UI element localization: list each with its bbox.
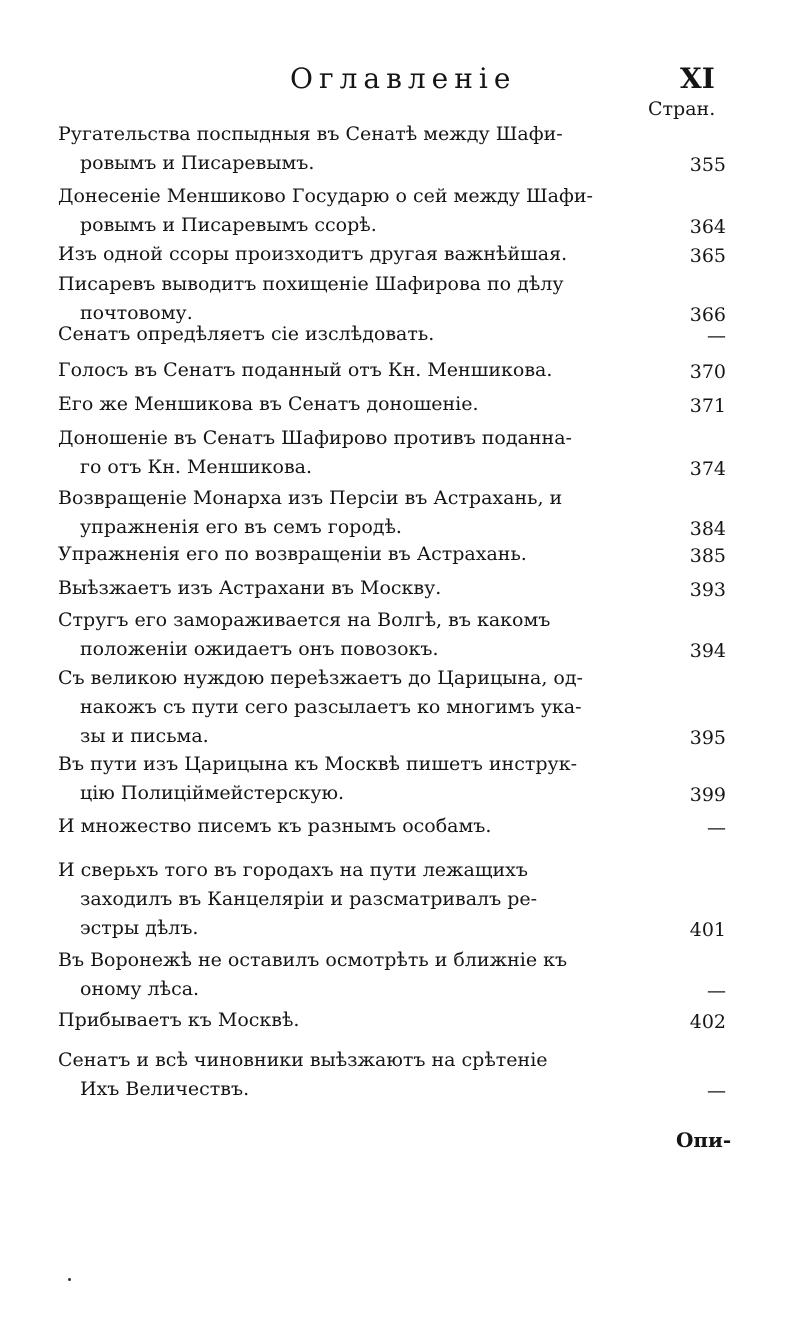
toc-entry-line: ровымъ и Писаревымъ ссорѣ. xyxy=(80,214,377,236)
toc-entry-page: 393 xyxy=(689,579,726,601)
toc-entry-line: Сенатъ опредѣляетъ сіе изслѣдовать. xyxy=(58,323,435,345)
toc-entry-line: И множество писемъ къ разнымъ особамъ. xyxy=(58,815,492,837)
toc-entry-line: положеніи ожидаетъ онъ повозокъ. xyxy=(80,638,439,660)
toc-entry-line: Выѣзжаетъ изъ Астрахани въ Москву. xyxy=(58,577,442,599)
toc-entry xyxy=(58,1046,726,1104)
toc-entry xyxy=(58,120,726,178)
toc-entry-page: 402 xyxy=(689,1011,726,1033)
toc-entry-line: Писаревъ выводитъ похищеніе Шафирова по дѣлу xyxy=(58,273,564,295)
toc-entry-line: Ругательства поспыдныя въ Сенатѣ между Шафи- xyxy=(58,123,563,145)
toc-entry-page: 399 xyxy=(689,784,726,806)
toc-entry-page: 374 xyxy=(689,458,726,480)
toc-entry-line: го отъ Кн. Меншикова. xyxy=(80,456,313,478)
toc-entry-page: — xyxy=(707,980,726,1002)
toc-entry xyxy=(58,606,726,664)
toc-entry xyxy=(58,946,726,1004)
toc-entry xyxy=(58,664,726,751)
toc-entry-line: Изъ одной ссоры произходитъ другая важнѣйшая. xyxy=(58,243,568,265)
toc-entry-page: 401 xyxy=(689,919,726,941)
toc-entry-line: зы и письма. xyxy=(80,725,209,747)
toc-entry-line: заходилъ въ Канцеляріи и разсматривалъ ре- xyxy=(80,888,538,910)
toc-entry-line: И сверьхъ того въ городахъ на пути лежащихъ xyxy=(58,859,528,881)
toc-entry-line: оному лѣса. xyxy=(80,978,200,1000)
toc-entry-line: Въ Воронежѣ не оставилъ осмотрѣть и ближніе къ xyxy=(58,949,568,971)
toc-entry-page: — xyxy=(707,1080,726,1102)
toc-entry-line: Донесеніе Меншиково Государю о сей между Шафи- xyxy=(58,185,593,207)
toc-entry-page: 384 xyxy=(689,518,726,540)
toc-entry-page: 394 xyxy=(689,640,726,662)
toc-entry-page: 364 xyxy=(689,216,726,238)
toc-entry-line: Сенатъ и всѣ чиновники выѣзжаютъ на срѣтеніе xyxy=(58,1049,548,1071)
toc-entry xyxy=(58,574,726,603)
toc-entry xyxy=(58,356,726,385)
toc-entry xyxy=(58,856,726,943)
toc-entry-line: ровымъ и Писаревымъ. xyxy=(80,152,315,174)
toc-entry-page: 371 xyxy=(689,395,726,417)
toc-entry-line: Въ пути изъ Царицына къ Москвѣ пишетъ инструк- xyxy=(58,753,577,775)
ink-speck xyxy=(68,1278,71,1281)
toc-entry-line: Стругъ его замораживается на Волгѣ, въ какомъ xyxy=(58,609,551,631)
toc-entry xyxy=(58,182,726,240)
toc-entry xyxy=(58,390,726,419)
toc-entry-page: 365 xyxy=(689,245,726,267)
toc-entry-line: Голосъ въ Сенатъ поданный отъ Кн. Меншикова. xyxy=(58,359,553,381)
toc-entry-line: Упражненія его по возвращеніи въ Астрахань. xyxy=(58,543,527,565)
toc-entry xyxy=(58,320,726,349)
toc-entry xyxy=(58,424,726,482)
toc-entry-page: 395 xyxy=(689,727,726,749)
toc-entry-line: Ихъ Величествъ. xyxy=(80,1078,250,1100)
page-number: XI xyxy=(680,62,715,95)
page-column-label: Стран. xyxy=(648,98,716,120)
toc-entry-page: 370 xyxy=(689,361,726,383)
toc-entry-page: 366 xyxy=(689,304,726,326)
toc-entry xyxy=(58,812,726,841)
toc-entry-page: — xyxy=(707,817,726,839)
toc-entry-page: 385 xyxy=(689,545,726,567)
toc-entry xyxy=(58,240,726,269)
toc-entry-line: Возвращеніе Монарха изъ Персіи въ Астрахань, и xyxy=(58,487,563,509)
toc-entry-line: Его же Меншикова въ Сенатъ доношеніе. xyxy=(58,393,479,415)
toc-entry-line: эстры дѣлъ. xyxy=(80,917,199,939)
toc-entry-page: — xyxy=(707,325,726,347)
toc-entry-line: Доношеніе въ Сенатъ Шафирово противъ поданна- xyxy=(58,427,572,449)
toc-entry xyxy=(58,484,726,542)
toc-entry-line: накожъ съ пути сего разсылаетъ ко многимъ ука- xyxy=(80,696,582,718)
toc-entry-line: почтовому. xyxy=(80,302,193,324)
toc-entry-page: 355 xyxy=(689,154,726,176)
toc-entry xyxy=(58,1006,726,1035)
catchword: Опи- xyxy=(676,1128,732,1152)
toc-entry-line: Прибываетъ къ Москвѣ. xyxy=(58,1009,300,1031)
toc-entry-line: цію Полицiймейстерскую. xyxy=(80,782,345,804)
toc-entry-line: упражненія его въ семъ городѣ. xyxy=(80,516,402,538)
toc-entry xyxy=(58,540,726,569)
toc-entry xyxy=(58,750,726,808)
page-title: Оглавленіе xyxy=(290,62,517,95)
toc-entry-line: Съ великою нуждою переѣзжаетъ до Царицына, од- xyxy=(58,667,583,689)
